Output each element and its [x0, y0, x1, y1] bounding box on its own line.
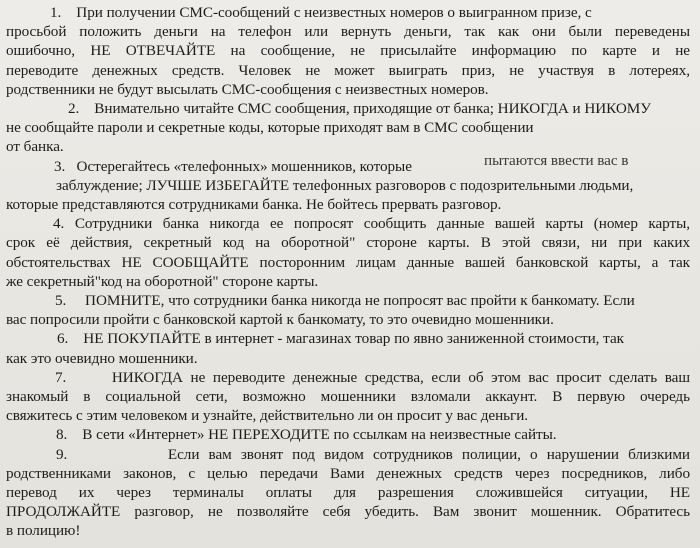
- paragraph-line: ПРОДОЛЖАЙТЕ разговор, не позволяйте себя убедить. Вам звонит мошенник. Обратитесь: [6, 503, 690, 521]
- paragraph-number: 2.: [68, 100, 80, 117]
- paragraph-number: 4.: [53, 215, 65, 233]
- paragraph-line: заблуждение; ЛУЧШЕ ИЗБЕГАЙТЕ телефонных разговоров с подозрительными людьми,: [56, 176, 634, 194]
- paragraph-number: 5.: [55, 292, 67, 309]
- paragraph-line: Сотрудники банка никогда ее попросят сообщить данные вашей карты (номер карты,: [74, 215, 690, 233]
- paragraph-line: Остерегайтесь «телефонных» мошенников, которые: [76, 157, 412, 175]
- paragraph-line: ошибочно, НЕ ОТВЕЧАЙТЕ на сообщение, не присылайте информацию по карте и не: [6, 42, 690, 60]
- paragraph-line: вас попросили пройти с банковской картой к банкомату, то это очевидно мошенники.: [6, 311, 554, 329]
- paragraph-line-fragment: пытаются ввести вас в: [484, 151, 629, 169]
- paragraph-line: срок её действия, секретный код на оборотной" стороне карты. В этой связи, ни при каких: [6, 234, 690, 252]
- paragraph-line: знакомый в социальной сети, возможно мошенники взломали аккаунт. В первую очередь: [6, 388, 690, 405]
- paragraph-line: родственниками законов, с целью передачи Вами денежных средств через посредников, либо: [6, 464, 690, 482]
- paragraph-line: родственники не будут высылать СМС-сообщения с неизвестных номеров.: [6, 80, 489, 98]
- paragraph-line: которые представляются сотрудниками банка. Не бойтесь прервать разговор.: [6, 196, 502, 213]
- paragraph-line: же секретный"код на оборотной" стороне карты.: [6, 272, 319, 290]
- paragraph-line: ПОМНИТЕ, что сотрудники банка никогда не попросят вас пройти к банкомату. Если: [85, 292, 635, 309]
- paragraph-number: 8.: [56, 426, 68, 444]
- paragraph-line: Если вам звонят под видом сотрудников полиции, о нарушении близкими: [167, 445, 690, 463]
- paragraph-line: перевод их через терминалы оплаты для разрешения сложившейся ситуации, НЕ: [6, 484, 690, 501]
- paragraph-line: не сообщайте пароли и секретные коды, которые приходят вам в СМС сообщении: [6, 119, 534, 137]
- paragraph-line: переводите денежных средств. Человек не может выиграть приз, не участвуя в лотереях,: [6, 61, 690, 79]
- paragraph-line: Внимательно читайте СМС сообщения, приходящие от банка; НИКОГДА и НИКОМУ: [94, 100, 651, 117]
- paragraph-line: от банка.: [6, 138, 64, 156]
- paragraph-line: как это очевидно мошенники.: [6, 349, 198, 367]
- paragraph-line: При получении СМС-сообщений с неизвестных номеров о выигранном призе, с: [76, 4, 592, 21]
- paragraph-line: просьбой положить деньги на телефон или вернуть деньги, так как они были переведены: [6, 23, 690, 41]
- paragraph-line: В сети «Интернет» НЕ ПЕРЕХОДИТЕ по ссылкам на неизвестные сайты.: [82, 426, 557, 444]
- paragraph-number: 1.: [50, 4, 62, 21]
- paragraph-number: 3.: [54, 157, 66, 175]
- paragraph-number: 9.: [56, 445, 68, 463]
- paragraph-line: в полицию!: [6, 522, 81, 540]
- paragraph-line: обстоятельствах НЕ СООБЩАЙТЕ посторонним лицам данные вашей банковской карты, а так: [6, 253, 690, 271]
- paragraph-number: 6.: [57, 330, 69, 348]
- paragraph-number: 7.: [55, 368, 67, 386]
- paragraph-line: НЕ ПОКУПАЙТЕ в интернет - магазинах товар по явно заниженной стоимости, так: [83, 330, 624, 348]
- paragraph-line: НИКОГДА не переводите денежные средства, если об этом вас просит сделать ваш: [111, 368, 690, 386]
- paragraph-line: свяжитесь с этим человеком и узнайте, действительно ли он просит у вас деньги.: [6, 407, 529, 425]
